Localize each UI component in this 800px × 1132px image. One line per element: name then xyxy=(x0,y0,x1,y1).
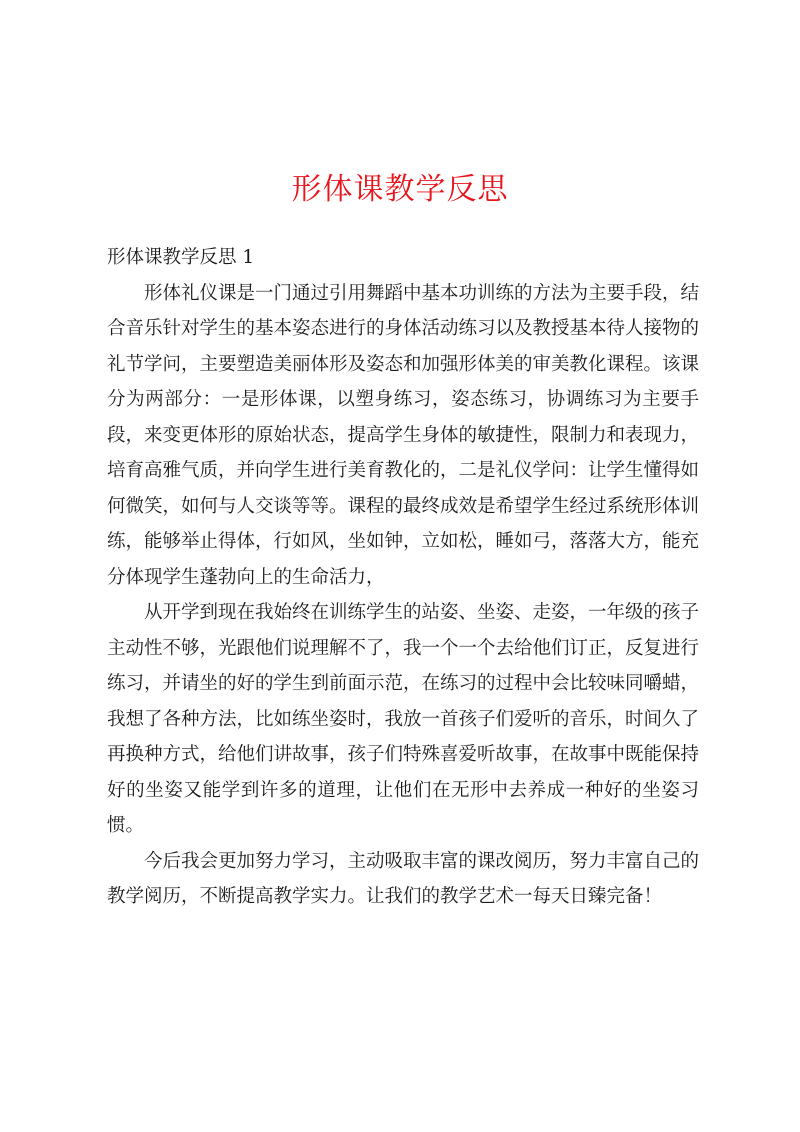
paragraph-1: 形体礼仪课是一门通过引用舞蹈中基本功训练的方法为主要手段，结合音乐针对学生的基本姿态进行的身体活动练习以及教授基本待人接物的礼节学问，主要塑造美丽体形及姿态和加强形体美的审美教化课程。该课分为两部分：一是形体课，以塑身练习，姿态练习，协调练习为主要手段，来变更体形的原始状态，提高学生身体的敏捷性，限制力和表现力，培育高雅气质，并向学生进行美育教化的，二是礼仪学问：让学生懂得如何微笑，如何与人交谈等等。课程的最终成效是希望学生经过系统形体训练，能够举止得体，行如风，坐如钟，立如松，睡如弓，落落大方，能充分体现学生蓬勃向上的生命活力， xyxy=(107,282,700,588)
document-title: 形体课教学反思 xyxy=(291,172,509,207)
section-heading: 形体课教学反思 1 xyxy=(107,247,255,268)
document-body xyxy=(107,240,699,915)
paragraph-3: 今后我会更加努力学习，主动吸取丰富的课改阅历，努力丰富自己的教学阅历，不断提高教学实力。让我们的教学艺术一每天日臻完备！ xyxy=(107,850,700,907)
paragraph-2: 从开学到现在我始终在训练学生的站姿、坐姿、走姿，一年级的孩子主动性不够，光跟他们说理解不了，我一个一个去给他们订正，反复进行练习，并请坐的好的学生到前面示范，在练习的过程中会比较味同嚼蜡，我想了各种方法，比如练坐姿时，我放一首孩子们爱听的音乐，时间久了再换种方式，给他们讲故事，孩子们特殊喜爱听故事，在故事中既能保持好的坐姿又能学到许多的道理，让他们在无形中去养成一种好的坐姿习惯。 xyxy=(107,602,700,836)
